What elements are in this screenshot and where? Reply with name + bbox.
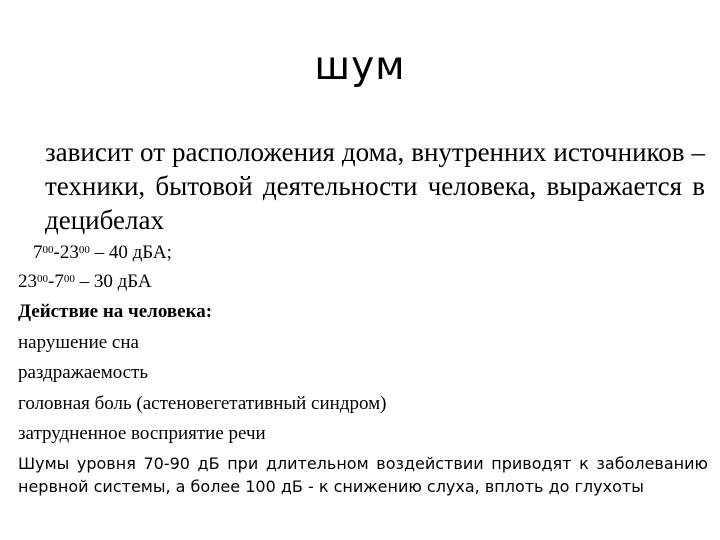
time-start-minutes: 00: [37, 273, 48, 285]
slide-title: шум: [314, 44, 406, 89]
intro-paragraph: зависит от расположения дома, внутренних источников – техники, бытовой деятельности человека, выражается в децибелах: [45, 137, 705, 235]
schedule-line-night: [18, 270, 152, 294]
conclusion-paragraph: Шумы уровня 70-90 дБ при длительном воздействии приводят к заболеванию нервной системы, а более 100 дБ - к снижению слуха, вплоть до глухоты: [18, 454, 708, 496]
time-separator: -: [48, 271, 55, 292]
time-start-minutes: 00: [42, 244, 54, 256]
time-separator: -: [53, 242, 60, 263]
effect-item: нарушение сна: [18, 332, 139, 353]
time-end-hour: 23: [59, 242, 79, 263]
time-start-hour: 7: [33, 242, 43, 263]
schedule-line-day: [33, 241, 172, 265]
time-start-hour: 23: [18, 271, 37, 292]
time-end-minutes: 00: [63, 273, 75, 285]
effect-item: затрудненное восприятие речи: [18, 423, 266, 444]
time-end-minutes: 00: [78, 244, 90, 256]
time-end-hour: 7: [54, 271, 64, 292]
noise-level-night: – 30 дБА: [74, 271, 152, 292]
effects-heading: Действие на человека:: [18, 301, 213, 322]
noise-level-day: – 40 дБА;: [89, 242, 172, 263]
effect-item: головная боль (астеновегетативный синдром): [18, 393, 387, 414]
effect-item: раздражаемость: [18, 362, 149, 383]
